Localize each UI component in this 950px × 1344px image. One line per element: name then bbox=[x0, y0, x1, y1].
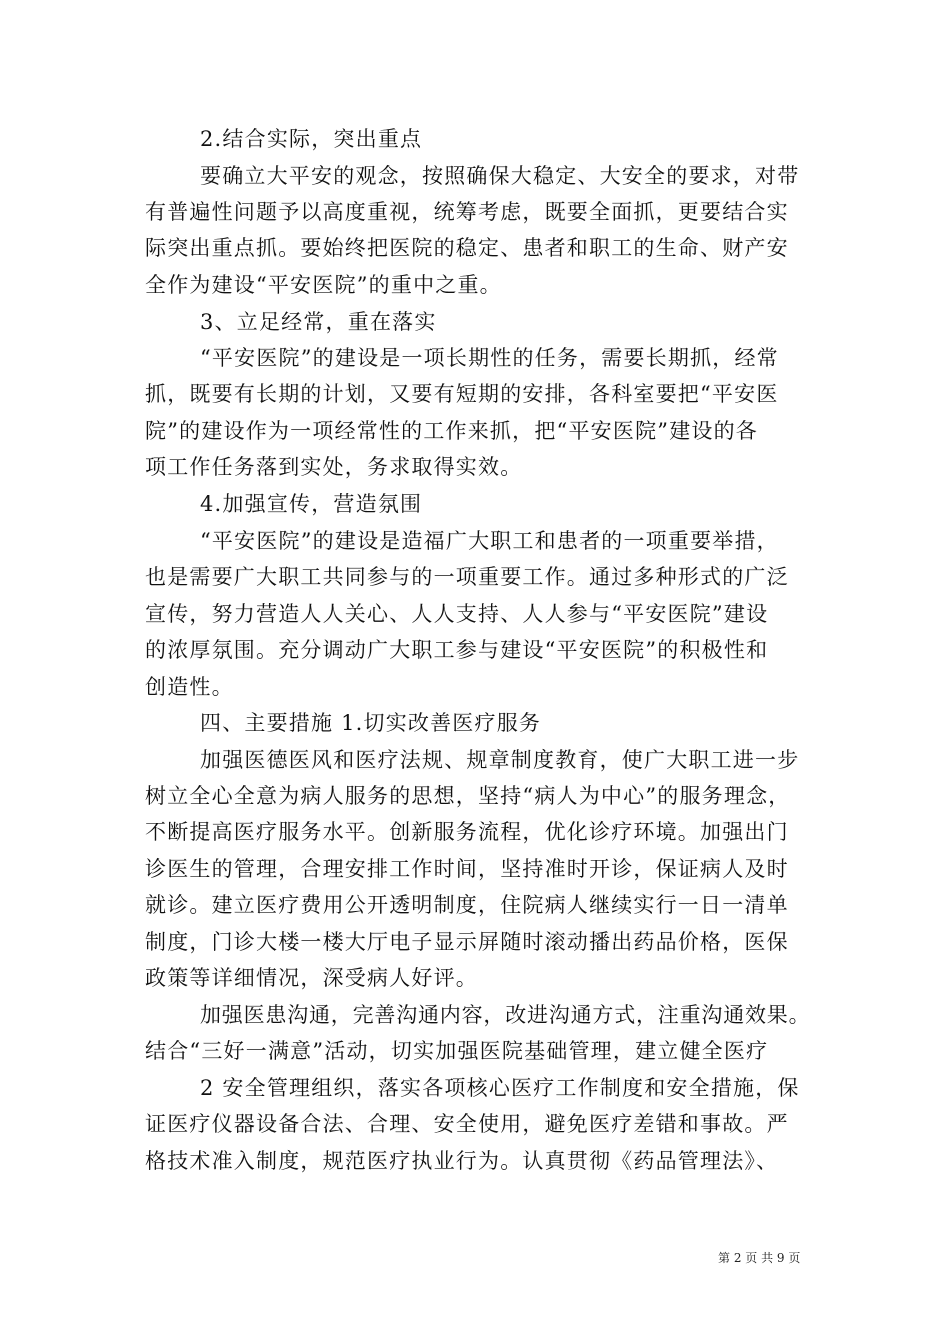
heading-main-measures: 四、主要措施 1.切实改善医疗服务 bbox=[200, 711, 542, 735]
body-line: 有普遍性问题予以高度重视，统筹考虑，既要全面抓，更要结合实 bbox=[145, 200, 789, 224]
body-line: 院”的建设作为一项经常性的工作来抓，把“平安医院”建设的各 bbox=[145, 419, 759, 443]
body-line: 结合“三好一满意”活动，切实加强医院基础管理，建立健全医疗 bbox=[145, 1039, 769, 1063]
body-line: 2 安全管理组织，落实各项核心医疗工作制度和安全措施，保 bbox=[200, 1076, 800, 1100]
heading-combine-reality: 2.结合实际，突出重点 bbox=[200, 127, 423, 151]
page-number-footer: 第 2 页 共 9 页 bbox=[718, 1251, 801, 1265]
body-line: 创造性。 bbox=[145, 675, 234, 699]
body-line: 政策等详细情况，深受病人好评。 bbox=[145, 966, 478, 990]
heading-publicity: 4.加强宣传，营造氛围 bbox=[200, 492, 423, 516]
body-line: “平安医院”的建设是造福广大职工和患者的一项重要举措， bbox=[200, 529, 779, 553]
body-line: 际突出重点抓。要始终把医院的稳定、患者和职工的生命、财产安 bbox=[145, 236, 789, 260]
body-line: 制度，门诊大楼一楼大厅电子显示屏随时滚动播出药品价格，医保 bbox=[145, 930, 789, 954]
body-line: 格技术准入制度，规范医疗执业行为。认真贯彻《药品管理法》、 bbox=[145, 1149, 779, 1173]
body-line: 要确立大平安的观念，按照确保大稳定、大安全的要求，对带 bbox=[200, 164, 800, 188]
body-line: 树立全心全意为病人服务的思想，坚持“病人为中心”的服务理念， bbox=[145, 784, 791, 808]
body-line: 也是需要广大职工共同参与的一项重要工作。通过多种形式的广泛 bbox=[145, 565, 789, 589]
body-line: 加强医德医风和医疗法规、规章制度教育，使广大职工进一步 bbox=[200, 748, 800, 772]
body-line: 的浓厚氛围。充分调动广大职工参与建设“平安医院”的积极性和 bbox=[145, 638, 769, 662]
heading-stand-regular: 3、立足经常，重在落实 bbox=[200, 310, 437, 334]
body-line: 不断提高医疗服务水平。创新服务流程，优化诊疗环境。加强出门 bbox=[145, 820, 789, 844]
body-line: 加强医患沟通，完善沟通内容，改进沟通方式，注重沟通效果。 bbox=[200, 1003, 811, 1027]
body-line: 就诊。建立医疗费用公开透明制度，住院病人继续实行一日一清单 bbox=[145, 893, 789, 917]
body-line: 全作为建设“平安医院”的重中之重。 bbox=[145, 273, 502, 297]
body-line: 证医疗仪器设备合法、合理、安全使用，避免医疗差错和事故。严 bbox=[145, 1112, 789, 1136]
body-line: 宣传，努力营造人人关心、人人支持、人人参与“平安医院”建设 bbox=[145, 602, 769, 626]
body-line: 诊医生的管理，合理安排工作时间，坚持准时开诊，保证病人及时 bbox=[145, 857, 789, 881]
body-line: “平安医院”的建设是一项长期性的任务，需要长期抓，经常 bbox=[200, 346, 779, 370]
body-line: 抓，既要有长期的计划，又要有短期的安排，各科室要把“平安医 bbox=[145, 382, 779, 406]
body-line: 项工作任务落到实处，务求取得实效。 bbox=[145, 455, 523, 479]
